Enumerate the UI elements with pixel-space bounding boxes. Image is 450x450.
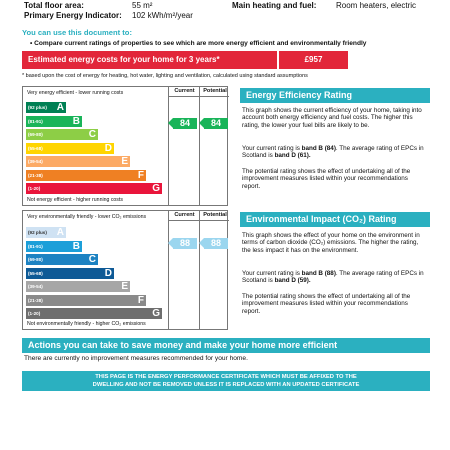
band-b xyxy=(26,116,82,127)
ei-info-potential: The potential rating shows the effect of undertaking all of the improvement measures listed within your recommendations report. xyxy=(242,293,411,315)
band-letter: D xyxy=(104,142,112,154)
rating-arrow-icon xyxy=(168,118,173,128)
certificate-line-2: DWELLING AND NOT BE REMOVED UNLESS IT IS REPLACED WITH AN UPDATED CERTIFICATE xyxy=(92,382,360,388)
current-column xyxy=(168,87,199,205)
text: Your current rating is xyxy=(242,145,302,152)
current-band: band B (84) xyxy=(301,145,336,152)
chart-header: Very energy efficient - lower running costs xyxy=(27,90,124,96)
band-range: (81-91) xyxy=(28,243,43,249)
band-range: (21-38) xyxy=(28,297,43,303)
band-range: (55-68) xyxy=(28,145,43,151)
current-column xyxy=(168,211,199,329)
band-range: (81-91) xyxy=(28,118,43,124)
usage-bullet: • Compare current ratings of properties to see which are more energy efficient and environmentally friendly xyxy=(30,40,367,47)
energy-cost-label: Estimated energy costs for your home for 3 years* xyxy=(22,51,277,69)
chart-footer: Not environmentally friendly - higher CO₂ emissions xyxy=(27,321,146,327)
cost-footnote: * based upon the cost of energy for heating, hot water, lighting and ventilation, calculated using standard assumptions xyxy=(22,73,308,79)
band-a xyxy=(26,227,66,238)
header-divider xyxy=(168,220,229,221)
band-range: (92 plus) xyxy=(28,230,47,235)
band-b xyxy=(26,241,82,252)
usage-heading: You can use this document to: xyxy=(22,28,132,37)
band-range: (92 plus) xyxy=(28,105,47,110)
band-range: (21-38) xyxy=(28,172,43,178)
band-e xyxy=(26,156,130,167)
potential-column xyxy=(199,87,229,205)
potential-rating: 84 xyxy=(204,118,228,129)
ee-info-title: Energy Efficiency Rating xyxy=(240,88,430,103)
energy-indicator-label: Primary Energy Indicator: xyxy=(24,11,122,20)
certificate-line-1: THIS PAGE IS THE ENERGY PERFORMANCE CERTIFICATE WHICH MUST BE AFFIXED TO THE xyxy=(95,374,357,380)
band-f xyxy=(26,295,146,306)
band-range: (39-54) xyxy=(28,159,43,164)
band-letter: A xyxy=(56,102,64,113)
ee-info-potential: The potential rating shows the effect of undertaking all of the improvement measures listed within your recommendations report. xyxy=(242,168,411,190)
energy-cost-value: £957 xyxy=(278,51,348,69)
band-letter: F xyxy=(137,169,144,181)
energy-efficiency-chart xyxy=(22,86,228,206)
potential-rating: 88 xyxy=(204,238,228,249)
current-rating: 84 xyxy=(173,118,197,129)
chart-footer: Not energy efficient - higher running costs xyxy=(27,197,123,203)
band-a xyxy=(26,102,66,113)
band-letter: B xyxy=(72,240,80,252)
band-letter: C xyxy=(88,254,96,265)
band-letter: A xyxy=(56,227,64,238)
usage-bullet-text: Compare current ratings of properties to see which are more energy efficient and environmentally friendly xyxy=(34,40,367,47)
band-g xyxy=(26,183,162,194)
band-c xyxy=(26,254,98,265)
property-summary xyxy=(24,0,434,22)
current-column-title: Current xyxy=(174,88,195,94)
average-band: band D (59). xyxy=(274,277,311,285)
actions-title: Actions you can take to save money and make your home more efficient xyxy=(22,338,430,353)
rating-arrow-icon xyxy=(199,238,204,248)
ei-info-description: This graph shows the effect of your home on the environment in terms of carbon dioxide (CO₂) emissions. The higher the rating, the less impact it has on the environment. xyxy=(242,232,420,254)
text: . The average rating of EPCs in Scotland is xyxy=(242,270,424,285)
band-c xyxy=(26,129,98,140)
band-letter: D xyxy=(104,267,112,279)
band-g xyxy=(26,308,162,319)
potential-column-title: Potential xyxy=(203,212,227,218)
floor-area-label: Total floor area: xyxy=(24,1,84,10)
potential-column-title: Potential xyxy=(203,88,227,94)
band-d xyxy=(26,268,114,279)
chart-header: Very environmentally friendly - lower CO₂ emissions xyxy=(27,214,147,220)
text: Your current rating is xyxy=(242,270,302,277)
certificate-notice xyxy=(22,371,430,391)
ee-info-current xyxy=(242,145,427,160)
energy-indicator-value: 102 kWh/m²/year xyxy=(132,11,193,20)
potential-column xyxy=(199,211,229,329)
average-band: band D (61). xyxy=(274,152,311,160)
band-letter: F xyxy=(137,294,144,306)
heating-label: Main heating and fuel: xyxy=(232,1,317,10)
band-range: (69-80) xyxy=(28,132,43,137)
band-e xyxy=(26,281,130,292)
actions-text: There are currently no improvement measures recommended for your home. xyxy=(24,355,248,362)
floor-area-value: 55 m² xyxy=(132,1,153,10)
ei-info-title: Environmental Impact (CO₂) Rating xyxy=(240,212,430,227)
heating-value: Room heaters, electric xyxy=(336,1,417,10)
band-range: (55-68) xyxy=(28,270,43,276)
band-range: (69-80) xyxy=(28,257,43,262)
band-range: (39-54) xyxy=(28,284,43,289)
environmental-impact-chart xyxy=(22,210,228,330)
rating-arrow-icon xyxy=(199,118,204,128)
current-band: band B (88) xyxy=(301,270,336,277)
band-letter: B xyxy=(72,115,80,127)
band-letter: G xyxy=(152,308,160,319)
text: . The average rating of EPCs in Scotland is xyxy=(242,145,424,160)
band-letter: C xyxy=(88,129,96,140)
header-divider xyxy=(168,96,229,97)
band-d xyxy=(26,143,114,154)
current-column-title: Current xyxy=(174,212,195,218)
current-rating: 88 xyxy=(173,238,197,249)
ei-info-current xyxy=(242,270,427,285)
band-range: (1-20) xyxy=(28,311,41,316)
rating-arrow-icon xyxy=(168,238,173,248)
band-letter: E xyxy=(121,156,128,167)
band-range: (1-20) xyxy=(28,186,41,191)
band-f xyxy=(26,170,146,181)
band-letter: E xyxy=(121,281,128,292)
band-letter: G xyxy=(152,183,160,194)
ee-info-description: This graph shows the current efficiency of your home, taking into account both energy efficiency and fuel costs. The higher this rating, the lower your fuel bills are likely to be. xyxy=(242,107,422,129)
